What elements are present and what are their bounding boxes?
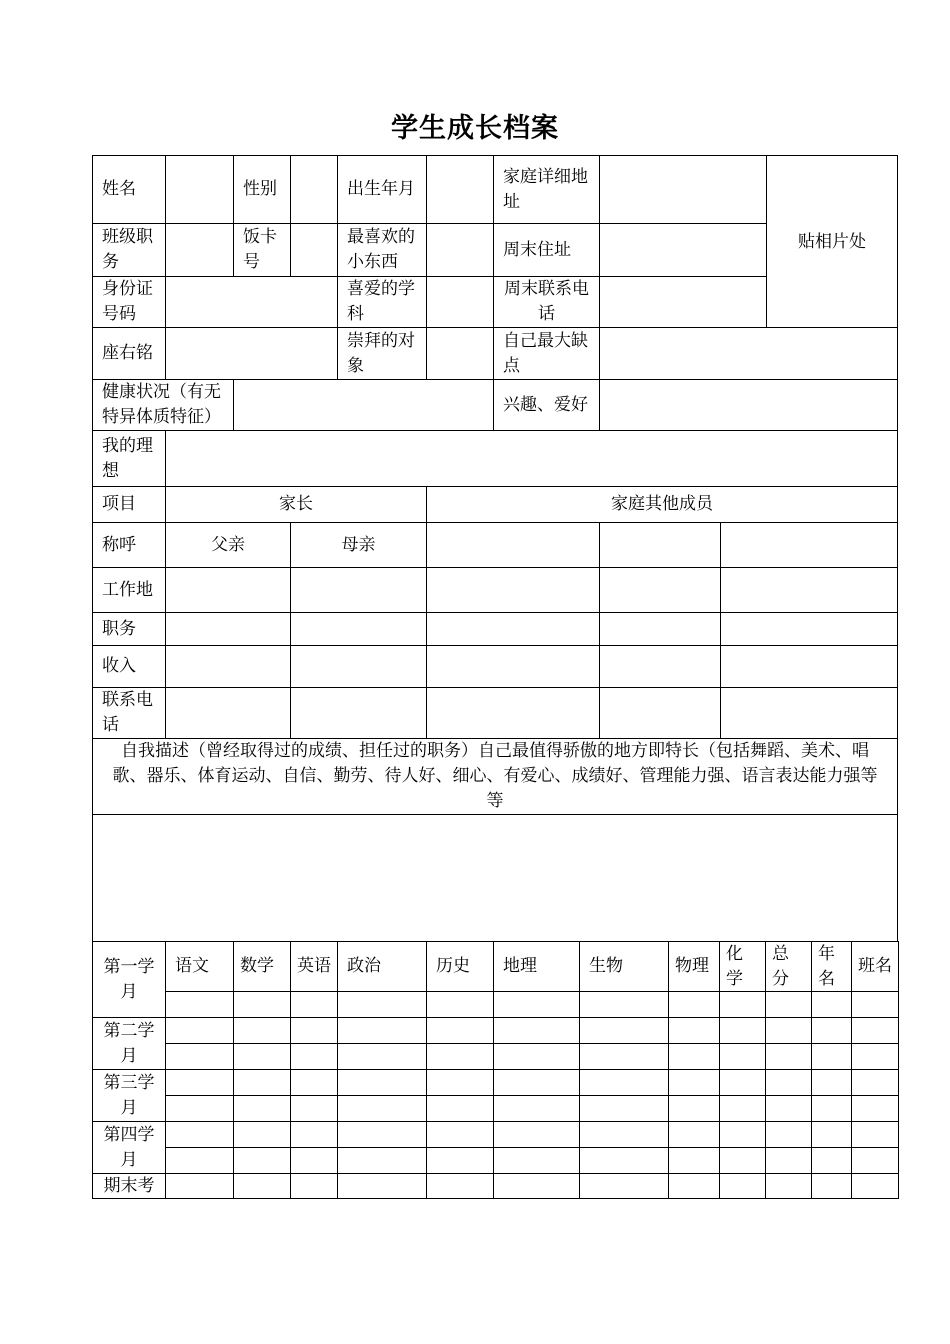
score-cell[interactable] bbox=[290, 1069, 338, 1096]
score-cell[interactable] bbox=[765, 1147, 812, 1174]
self-description-prompt: 自我描述（曾经取得过的成绩、担任过的职务）自己最值得骄傲的地方即特长（包括舞蹈、美术、唱歌、器乐、体育运动、自信、勤劳、待人好、细心、有爱心、成绩好、管理能力强、语言表达能力强等等 bbox=[92, 738, 898, 815]
subject-header: 数学 bbox=[233, 941, 291, 992]
score-cell[interactable] bbox=[811, 1017, 852, 1044]
label-favorite-thing: 最喜欢的小东西 bbox=[337, 223, 427, 277]
input-weekend-address[interactable] bbox=[599, 223, 767, 277]
input-idol[interactable] bbox=[426, 327, 494, 380]
term-label: 第二学月 bbox=[92, 1017, 166, 1070]
score-cell[interactable] bbox=[811, 991, 852, 1018]
score-cell[interactable] bbox=[337, 1173, 427, 1199]
score-cell[interactable] bbox=[493, 1173, 580, 1199]
score-cell[interactable] bbox=[493, 1095, 580, 1122]
label-workplace: 工作地 bbox=[92, 567, 166, 613]
score-cell[interactable] bbox=[851, 991, 899, 1018]
score-cell[interactable] bbox=[233, 1043, 291, 1070]
score-cell[interactable] bbox=[579, 1121, 669, 1148]
score-cell[interactable] bbox=[851, 1173, 899, 1199]
member-cell[interactable] bbox=[165, 612, 291, 646]
member-cell[interactable] bbox=[426, 567, 600, 613]
subject-header: 物理 bbox=[668, 941, 720, 992]
score-cell[interactable] bbox=[426, 1017, 494, 1044]
term-label: 第四学月 bbox=[92, 1121, 166, 1174]
member-cell[interactable] bbox=[290, 567, 427, 613]
score-cell[interactable] bbox=[290, 1095, 338, 1122]
member-cell[interactable] bbox=[599, 567, 721, 613]
score-cell[interactable] bbox=[426, 991, 494, 1018]
input-weekend-phone[interactable] bbox=[599, 276, 767, 328]
member-cell[interactable] bbox=[426, 612, 600, 646]
score-cell[interactable] bbox=[337, 1095, 427, 1122]
score-cell[interactable] bbox=[668, 1043, 720, 1070]
score-cell[interactable] bbox=[579, 1017, 669, 1044]
score-cell[interactable] bbox=[579, 991, 669, 1018]
score-cell[interactable] bbox=[165, 1095, 234, 1122]
score-cell[interactable] bbox=[719, 1043, 766, 1070]
score-cell[interactable] bbox=[811, 1147, 852, 1174]
input-home-address[interactable] bbox=[599, 155, 767, 224]
subject-header: 历史 bbox=[426, 941, 494, 992]
score-cell[interactable] bbox=[579, 1043, 669, 1070]
label-meal-card: 饭卡号 bbox=[233, 223, 291, 277]
score-cell[interactable] bbox=[851, 1017, 899, 1044]
label-other-members: 家庭其他成员 bbox=[426, 486, 898, 523]
member-cell[interactable] bbox=[290, 645, 427, 688]
score-cell[interactable] bbox=[493, 1017, 580, 1044]
score-cell[interactable] bbox=[493, 1121, 580, 1148]
score-cell[interactable] bbox=[719, 1017, 766, 1044]
label-position: 职务 bbox=[92, 612, 166, 646]
member-cell[interactable] bbox=[290, 612, 427, 646]
member-cell[interactable] bbox=[720, 567, 898, 613]
score-cell[interactable] bbox=[668, 1095, 720, 1122]
score-cell[interactable] bbox=[811, 1043, 852, 1070]
score-cell[interactable] bbox=[719, 1147, 766, 1174]
score-cell[interactable] bbox=[811, 1095, 852, 1122]
input-birth[interactable] bbox=[426, 155, 494, 224]
label-weekend-phone: 周末联系电话 bbox=[493, 276, 600, 328]
input-favorite-subject[interactable] bbox=[426, 276, 494, 328]
label-birth: 出生年月 bbox=[337, 155, 427, 224]
score-cell[interactable] bbox=[719, 1121, 766, 1148]
input-favorite-thing[interactable] bbox=[426, 223, 494, 277]
subject-header: 地理 bbox=[493, 941, 580, 992]
input-biggest-flaw[interactable] bbox=[599, 327, 898, 380]
score-cell[interactable] bbox=[290, 1147, 338, 1174]
score-cell[interactable] bbox=[290, 1173, 338, 1199]
label-title: 称呼 bbox=[92, 522, 166, 568]
label-class-role: 班级职务 bbox=[92, 223, 166, 277]
score-cell[interactable] bbox=[426, 1147, 494, 1174]
label-ideal: 我的理想 bbox=[92, 430, 166, 487]
score-cell[interactable] bbox=[579, 1173, 669, 1199]
member-cell[interactable] bbox=[599, 612, 721, 646]
score-cell[interactable] bbox=[233, 1069, 291, 1096]
input-motto[interactable] bbox=[165, 327, 338, 380]
label-id-number: 身份证号码 bbox=[92, 276, 166, 328]
self-description-input[interactable] bbox=[92, 814, 898, 942]
score-cell[interactable] bbox=[165, 1173, 234, 1199]
member-cell[interactable] bbox=[720, 612, 898, 646]
label-gender: 性别 bbox=[233, 155, 291, 224]
term-label: 第一学月 bbox=[92, 941, 166, 1018]
label-favorite-subject: 喜爱的学科 bbox=[337, 276, 427, 328]
member-cell[interactable] bbox=[599, 522, 721, 568]
label-mother: 母亲 bbox=[290, 522, 427, 568]
score-cell[interactable] bbox=[493, 991, 580, 1018]
score-cell[interactable] bbox=[668, 991, 720, 1018]
member-cell[interactable] bbox=[720, 645, 898, 688]
score-cell[interactable] bbox=[426, 1043, 494, 1070]
member-cell[interactable] bbox=[165, 645, 291, 688]
score-cell[interactable] bbox=[579, 1147, 669, 1174]
score-cell[interactable] bbox=[233, 1121, 291, 1148]
score-cell[interactable] bbox=[426, 1095, 494, 1122]
score-cell[interactable] bbox=[233, 991, 291, 1018]
score-cell[interactable] bbox=[765, 1173, 812, 1199]
score-cell[interactable] bbox=[668, 1017, 720, 1044]
term-label: 第三学月 bbox=[92, 1069, 166, 1122]
input-hobbies[interactable] bbox=[599, 379, 898, 431]
score-cell[interactable] bbox=[290, 1017, 338, 1044]
score-cell[interactable] bbox=[337, 1121, 427, 1148]
label-phone: 联系电话 bbox=[92, 687, 166, 739]
member-cell[interactable] bbox=[426, 645, 600, 688]
score-cell[interactable] bbox=[719, 1173, 766, 1199]
input-class-role[interactable] bbox=[165, 223, 234, 277]
label-parents: 家长 bbox=[165, 486, 427, 523]
label-health: 健康状况（有无特异体质特征） bbox=[92, 379, 234, 431]
label-hobbies: 兴趣、爱好 bbox=[493, 379, 600, 431]
member-cell[interactable] bbox=[599, 645, 721, 688]
input-name[interactable] bbox=[165, 155, 234, 224]
subject-header: 班名 bbox=[851, 941, 899, 992]
score-cell[interactable] bbox=[290, 991, 338, 1018]
score-cell[interactable] bbox=[579, 1095, 669, 1122]
score-cell[interactable] bbox=[233, 1147, 291, 1174]
label-home-address: 家庭详细地址 bbox=[493, 155, 600, 224]
score-cell[interactable] bbox=[668, 1069, 720, 1096]
subject-header: 语文 bbox=[165, 941, 234, 992]
score-cell[interactable] bbox=[337, 1043, 427, 1070]
score-cell[interactable] bbox=[290, 1121, 338, 1148]
score-cell[interactable] bbox=[493, 1069, 580, 1096]
label-name: 姓名 bbox=[92, 155, 166, 224]
label-biggest-flaw: 自己最大缺点 bbox=[493, 327, 600, 380]
student-record-form bbox=[93, 156, 898, 1198]
label-weekend-address: 周末住址 bbox=[493, 223, 600, 277]
score-cell[interactable] bbox=[233, 1017, 291, 1044]
member-cell[interactable] bbox=[426, 522, 600, 568]
score-cell[interactable] bbox=[165, 1147, 234, 1174]
member-cell[interactable] bbox=[165, 687, 291, 739]
score-cell[interactable] bbox=[493, 1147, 580, 1174]
label-income: 收入 bbox=[92, 645, 166, 688]
subject-header: 英语 bbox=[290, 941, 338, 992]
score-cell[interactable] bbox=[493, 1043, 580, 1070]
score-cell[interactable] bbox=[337, 1017, 427, 1044]
score-cell[interactable] bbox=[719, 1069, 766, 1096]
score-cell[interactable] bbox=[765, 1043, 812, 1070]
score-cell[interactable] bbox=[165, 1069, 234, 1096]
score-cell[interactable] bbox=[765, 991, 812, 1018]
score-cell[interactable] bbox=[719, 991, 766, 1018]
subject-header: 政治 bbox=[337, 941, 427, 992]
score-cell[interactable] bbox=[165, 1017, 234, 1044]
member-cell[interactable] bbox=[165, 567, 291, 613]
label-father: 父亲 bbox=[165, 522, 291, 568]
score-cell[interactable] bbox=[165, 991, 234, 1018]
score-cell[interactable] bbox=[811, 1121, 852, 1148]
member-cell[interactable] bbox=[599, 687, 721, 739]
score-cell[interactable] bbox=[719, 1095, 766, 1122]
label-idol: 崇拜的对象 bbox=[337, 327, 427, 380]
page-title: 学生成长档案 bbox=[391, 113, 559, 144]
score-cell[interactable] bbox=[165, 1043, 234, 1070]
score-cell[interactable] bbox=[668, 1121, 720, 1148]
score-cell[interactable] bbox=[851, 1121, 899, 1148]
score-cell[interactable] bbox=[290, 1043, 338, 1070]
member-cell[interactable] bbox=[426, 687, 600, 739]
score-cell[interactable] bbox=[668, 1147, 720, 1174]
input-gender[interactable] bbox=[290, 155, 338, 224]
score-cell[interactable] bbox=[426, 1121, 494, 1148]
input-ideal[interactable] bbox=[165, 430, 898, 487]
label-motto: 座右铭 bbox=[92, 327, 166, 380]
score-cell[interactable] bbox=[765, 1069, 812, 1096]
score-cell[interactable] bbox=[426, 1173, 494, 1199]
subject-header: 化学 bbox=[719, 941, 766, 992]
input-health[interactable] bbox=[233, 379, 494, 431]
score-cell[interactable] bbox=[765, 1017, 812, 1044]
member-cell[interactable] bbox=[720, 687, 898, 739]
subject-header: 年名 bbox=[811, 941, 852, 992]
score-cell[interactable] bbox=[765, 1121, 812, 1148]
score-cell[interactable] bbox=[337, 1147, 427, 1174]
score-cell[interactable] bbox=[811, 1069, 852, 1096]
score-cell[interactable] bbox=[668, 1173, 720, 1199]
subject-header: 生物 bbox=[579, 941, 669, 992]
score-cell[interactable] bbox=[337, 1069, 427, 1096]
input-id-number[interactable] bbox=[165, 276, 338, 328]
member-cell[interactable] bbox=[720, 522, 898, 568]
photo-placeholder[interactable]: 贴相片处 bbox=[766, 155, 898, 328]
score-cell[interactable] bbox=[233, 1173, 291, 1199]
input-meal-card[interactable] bbox=[290, 223, 338, 277]
score-cell[interactable] bbox=[765, 1095, 812, 1122]
score-cell[interactable] bbox=[851, 1147, 899, 1174]
subject-header: 总分 bbox=[765, 941, 812, 992]
score-cell[interactable] bbox=[426, 1069, 494, 1096]
score-cell[interactable] bbox=[851, 1043, 899, 1070]
term-label: 期末考 bbox=[92, 1173, 166, 1199]
score-cell[interactable] bbox=[233, 1095, 291, 1122]
label-item: 项目 bbox=[92, 486, 166, 523]
score-cell[interactable] bbox=[851, 1069, 899, 1096]
score-cell[interactable] bbox=[851, 1095, 899, 1122]
score-cell[interactable] bbox=[579, 1069, 669, 1096]
member-cell[interactable] bbox=[290, 687, 427, 739]
score-cell[interactable] bbox=[337, 991, 427, 1018]
score-cell[interactable] bbox=[165, 1121, 234, 1148]
score-cell[interactable] bbox=[811, 1173, 852, 1199]
